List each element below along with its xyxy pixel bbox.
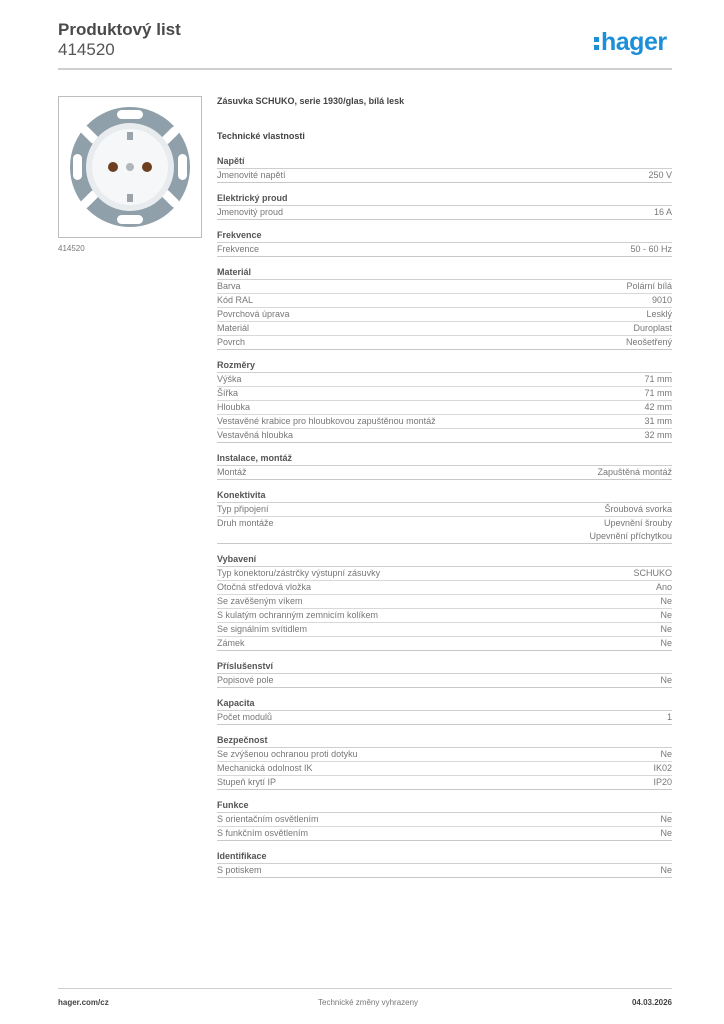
spec-label: Druh montáže <box>217 518 274 528</box>
spec-row <box>217 280 672 294</box>
spec-label: S potiskem <box>217 865 262 875</box>
spec-value-text: Ne <box>660 675 672 685</box>
spec-value <box>633 322 672 335</box>
spec-groups <box>217 155 672 878</box>
spec-row <box>217 169 672 183</box>
spec-value <box>667 711 672 724</box>
spec-value-text: Ano <box>655 582 672 592</box>
spec-value-text: 9010 <box>651 295 672 305</box>
spec-value-text: Upevnění příchytkou <box>589 531 672 541</box>
spec-label: Jmenovité napětí <box>217 170 286 180</box>
spec-row <box>217 581 672 595</box>
spec-value-text: Ne <box>660 596 672 606</box>
spec-value <box>656 581 672 594</box>
spec-value <box>644 415 672 428</box>
spec-label: Šířka <box>217 388 239 398</box>
spec-row <box>217 637 672 651</box>
footer-date: 04.03.2026 <box>631 998 672 1007</box>
spec-value-text: Ne <box>660 865 672 875</box>
spec-row <box>217 401 672 415</box>
spec-row <box>217 322 672 336</box>
spec-group <box>217 489 672 544</box>
socket-icon <box>65 102 195 232</box>
spec-value <box>653 762 672 775</box>
spec-row <box>217 776 672 790</box>
spec-value-text: SCHUKO <box>633 568 672 578</box>
spec-label: Jmenovitý proud <box>217 207 284 217</box>
spec-group <box>217 359 672 443</box>
spec-value-text: Neošetřený <box>625 337 672 347</box>
spec-row <box>217 813 672 827</box>
footer-disclaimer: Technické změny vyhrazeny <box>318 998 419 1007</box>
spec-value-text: 31 mm <box>644 416 672 426</box>
spec-value-text: IK02 <box>653 763 672 773</box>
spec-row <box>217 762 672 776</box>
spec-row <box>217 503 672 517</box>
spec-value-text: 71 mm <box>644 374 672 384</box>
spec-value-text: 16 A <box>653 207 672 217</box>
spec-value <box>626 336 672 349</box>
spec-value <box>626 280 672 293</box>
spec-value <box>644 373 672 386</box>
spec-value-text: Zapuštěná montáž <box>597 467 672 477</box>
spec-value <box>660 864 672 877</box>
spec-value <box>644 401 672 414</box>
document-header <box>58 20 181 60</box>
spec-value-text: Ne <box>660 814 672 824</box>
spec-value <box>660 595 672 608</box>
spec-label: Povrch <box>217 337 246 347</box>
product-name: Zásuvka SCHUKO, serie 1930/glas, bílá lesk <box>217 96 405 106</box>
image-caption: 414520 <box>58 244 85 253</box>
spec-value <box>652 294 672 307</box>
header-divider <box>58 68 672 70</box>
spec-group <box>217 799 672 841</box>
spec-value-text: 250 V <box>648 170 672 180</box>
spec-value-text: Upevnění šrouby <box>603 518 672 528</box>
spec-value <box>630 243 672 256</box>
spec-group-title: Funkce <box>217 799 672 813</box>
spec-value-text: Polární bílá <box>626 281 672 291</box>
spec-value <box>589 517 672 543</box>
spec-value <box>648 169 672 182</box>
spec-row <box>217 308 672 322</box>
spec-group <box>217 229 672 257</box>
spec-group <box>217 192 672 220</box>
spec-group <box>217 553 672 651</box>
spec-label: Popisové pole <box>217 675 274 685</box>
spec-row <box>217 623 672 637</box>
spec-group-title: Vybavení <box>217 553 672 567</box>
spec-label: S funkčním osvětlením <box>217 828 309 838</box>
spec-row <box>217 373 672 387</box>
spec-row <box>217 595 672 609</box>
spec-group <box>217 660 672 688</box>
logo-text: hager <box>601 28 667 56</box>
spec-value <box>660 813 672 826</box>
spec-value <box>646 308 672 321</box>
spec-label: Počet modulů <box>217 712 273 722</box>
spec-group-title: Konektivita <box>217 489 672 503</box>
footer-divider <box>58 988 672 989</box>
spec-value-text: Lesklý <box>646 309 672 319</box>
spec-group <box>217 697 672 725</box>
spec-label: Se zvýšenou ochranou proti dotyku <box>217 749 358 759</box>
spec-row <box>217 466 672 480</box>
spec-row <box>217 336 672 350</box>
product-image <box>58 96 202 238</box>
spec-label: Povrchová úprava <box>217 309 290 319</box>
hager-logo <box>594 28 667 58</box>
spec-value-text: Ne <box>660 624 672 634</box>
spec-label: Materiál <box>217 323 250 333</box>
spec-label: Typ konektoru/zástrčky výstupní zásuvky <box>217 568 381 578</box>
spec-label: Mechanická odolnost IK <box>217 763 313 773</box>
spec-value <box>660 674 672 687</box>
spec-value <box>597 466 672 479</box>
spec-group-title: Materiál <box>217 266 672 280</box>
product-number: 414520 <box>58 40 115 59</box>
spec-value <box>660 609 672 622</box>
spec-row <box>217 517 672 544</box>
spec-row <box>217 864 672 878</box>
spec-label: Hloubka <box>217 402 251 412</box>
spec-value <box>660 748 672 761</box>
spec-group <box>217 155 672 183</box>
spec-label: Otočná středová vložka <box>217 582 312 592</box>
spec-value-text: 32 mm <box>644 430 672 440</box>
spec-group <box>217 850 672 878</box>
spec-value-text: IP20 <box>653 777 672 787</box>
spec-value-text: Duroplast <box>633 323 672 333</box>
spec-label: Barva <box>217 281 241 291</box>
spec-label: Výška <box>217 374 242 384</box>
spec-row <box>217 567 672 581</box>
spec-group-title: Elektrický proud <box>217 192 672 206</box>
spec-label: S kulatým ochranným zemnicím kolíkem <box>217 610 379 620</box>
spec-value <box>644 387 672 400</box>
spec-row <box>217 429 672 443</box>
spec-group-title: Kapacita <box>217 697 672 711</box>
spec-value <box>644 429 672 442</box>
spec-row <box>217 243 672 257</box>
spec-row <box>217 415 672 429</box>
spec-group-title: Instalace, montáž <box>217 452 672 466</box>
spec-value <box>653 776 672 789</box>
spec-value-text: Šroubová svorka <box>604 504 672 514</box>
spec-value-text: Ne <box>660 638 672 648</box>
spec-label: Frekvence <box>217 244 260 254</box>
spec-label: Montáž <box>217 467 247 477</box>
spec-group-title: Frekvence <box>217 229 672 243</box>
spec-value-text: Ne <box>660 828 672 838</box>
spec-label: Kód RAL <box>217 295 254 305</box>
spec-value-text: Ne <box>660 749 672 759</box>
spec-value-text: 50 - 60 Hz <box>630 244 672 254</box>
document-title: Produktový list <box>58 20 181 39</box>
spec-group <box>217 452 672 480</box>
spec-label: Vestavěné krabice pro hloubkovou zapuštěnou montáž <box>217 416 436 426</box>
spec-value-text: Ne <box>660 610 672 620</box>
logo-colon-icon <box>594 29 600 58</box>
spec-value-text: 42 mm <box>644 402 672 412</box>
spec-group <box>217 266 672 350</box>
spec-group-title: Rozměry <box>217 359 672 373</box>
spec-value-text: 1 <box>666 712 672 722</box>
spec-value <box>633 567 672 580</box>
spec-value <box>654 206 672 219</box>
spec-label: Vestavěná hloubka <box>217 430 294 440</box>
spec-label: Se signálním svítidlem <box>217 624 308 634</box>
spec-row <box>217 748 672 762</box>
spec-row <box>217 294 672 308</box>
spec-label: Zámek <box>217 638 245 648</box>
spec-row <box>217 387 672 401</box>
spec-group-title: Napětí <box>217 155 672 169</box>
spec-value <box>660 623 672 636</box>
spec-value <box>660 827 672 840</box>
spec-row <box>217 206 672 220</box>
spec-row <box>217 609 672 623</box>
specifications <box>217 96 672 887</box>
section-title: Technické vlastnosti <box>217 131 305 141</box>
spec-row <box>217 711 672 725</box>
spec-group <box>217 734 672 790</box>
spec-label: Typ připojení <box>217 504 269 514</box>
spec-value <box>660 637 672 650</box>
spec-group-title: Identifikace <box>217 850 672 864</box>
spec-label: Se zavěšeným víkem <box>217 596 303 606</box>
spec-label: Stupeň krytí IP <box>217 777 277 787</box>
spec-value <box>604 503 672 516</box>
footer-website-link[interactable]: hager.com/cz <box>58 998 109 1007</box>
spec-label: S orientačním osvětlením <box>217 814 319 824</box>
spec-row <box>217 827 672 841</box>
spec-row <box>217 674 672 688</box>
spec-group-title: Příslušenství <box>217 660 672 674</box>
spec-value-text: 71 mm <box>644 388 672 398</box>
spec-group-title: Bezpečnost <box>217 734 672 748</box>
